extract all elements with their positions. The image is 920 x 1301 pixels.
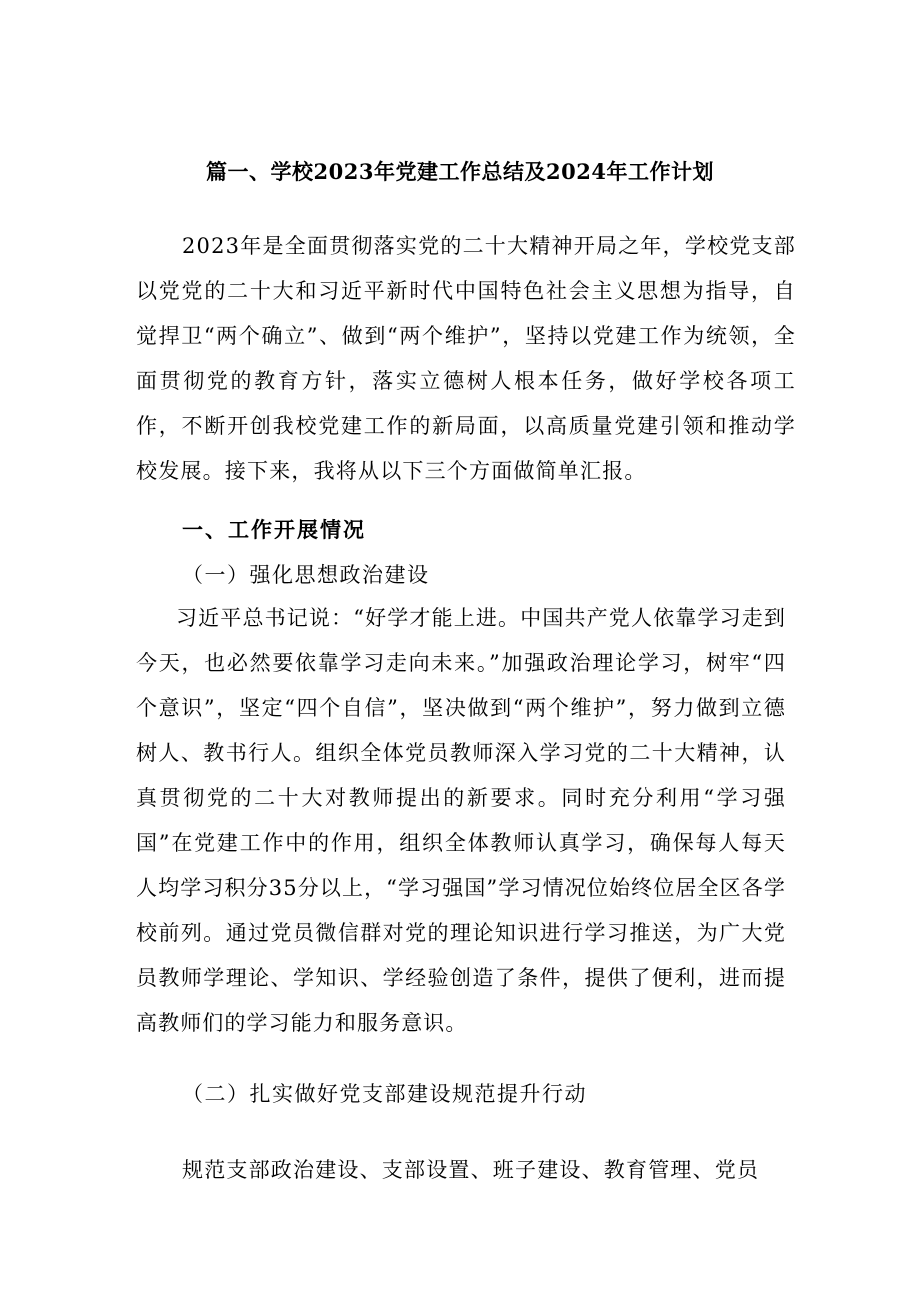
section-heading-work-progress: 一、工作开展情况 bbox=[182, 517, 366, 542]
document-title: 篇一、学校2023年党建工作总结及2024年工作计划 bbox=[206, 159, 714, 184]
subsection-heading-branch-construction: （二）扎实做好党支部建设规范提升行动 bbox=[182, 1082, 587, 1106]
intro-paragraph: 2023年是全面贯彻落实党的二十大精神开局之年，学校党支部以党党的二十大和习近平新时代中国特色社会主义思想为指导，自觉捍卫“两个确立”、做到“两个维护”，坚持以党建工作为统领，全面贯彻党的教育方针，落实立德树人根本任务，做好学校各项工作，不断开创我校党建工作的新局面，以高质量党建引领和推动学校发展。接下来，我将从以下三个方面做简单汇报。 bbox=[136, 234, 796, 483]
subsection-paragraph-ideological-building: 习近平总书记说：“好学才能上进。中国共产党人依靠学习走到今天，也必然要依靠学习走向未来。”加强政治理论学习，树牢“四个意识”，坚定“四个自信”，坚决做到“两个维护”，努力做到立德树人、教书行人。组织全体党员教师深入学习党的二十大精神，认真贯彻党的二十大对教师提出的新要求。同时充分利用“学习强国”在党建工作中的作用，组织全体教师认真学习，确保每人每天人均学习积分35分以上，“学习强国”学习情况位始终位居全区各学校前列。通过党员微信群对党的理论知识进行学习推送，为广大党员教师学理论、学知识、学经验创造了条件，提供了便利，进而提高教师们的学习能力和服务意识。 bbox=[136, 606, 786, 1035]
subsection-heading-ideological-building: （一）强化思想政治建设 bbox=[182, 563, 430, 587]
subsection-paragraph-branch-construction: 规范支部政治建设、支部设置、班子建设、教育管理、党员 bbox=[182, 1158, 760, 1182]
